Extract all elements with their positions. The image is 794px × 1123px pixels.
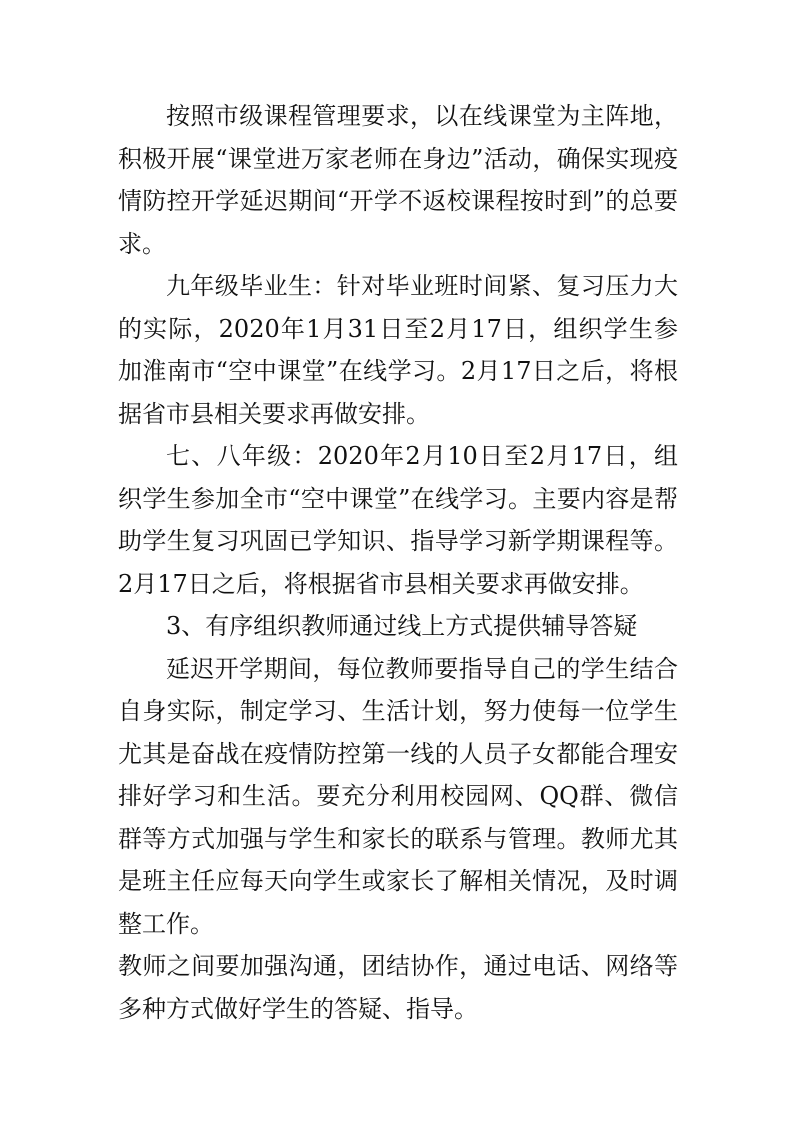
paragraph-teacher-guidance: 延迟开学期间，每位教师要指导自己的学生结合自身实际，制定学习、生活计划，努力使每一位学生尤其是奋战在疫情防控第一线的人员子女都能合理安排好学习和生活。要充分利用校园网、QQ群、微信群等方式加强与学生和家长的联系与管理。教师尤其是班主任应每天向学生或家长了解相关情况，及时调整工作。 [118,654,678,938]
paragraph-teacher-collaboration: 教师之间要加强沟通，团结协作，通过电话、网络等多种方式做好学生的答疑、指导。 [118,952,678,1023]
document-body [118,95,678,1030]
paragraph-grade-nine: 九年级毕业生：针对毕业班时间紧、复习压力大的实际，2020年1月31日至2月17日，组织学生参加淮南市“空中课堂”在线学习。2月17日之后，将根据省市县相关要求再做安排。 [118,272,678,428]
paragraph-grade-seven-eight: 七、八年级：2020年2月10日至2月17日，组织学生参加全市“空中课堂”在线学习。主要内容是帮助学生复习巩固已学知识、指导学习新学期课程等。2月17日之后，将根据省市县相关要求再做安排。 [118,442,678,598]
section-heading-tutoring: 3、有序组织教师通过线上方式提供辅导答疑 [166,612,638,640]
paragraph-course-management: 按照市级课程管理要求，以在线课堂为主阵地，积极开展“课堂进万家老师在身边”活动，确保实现疫情防控开学延迟期间“开学不返校课程按时到”的总要求。 [118,102,678,258]
